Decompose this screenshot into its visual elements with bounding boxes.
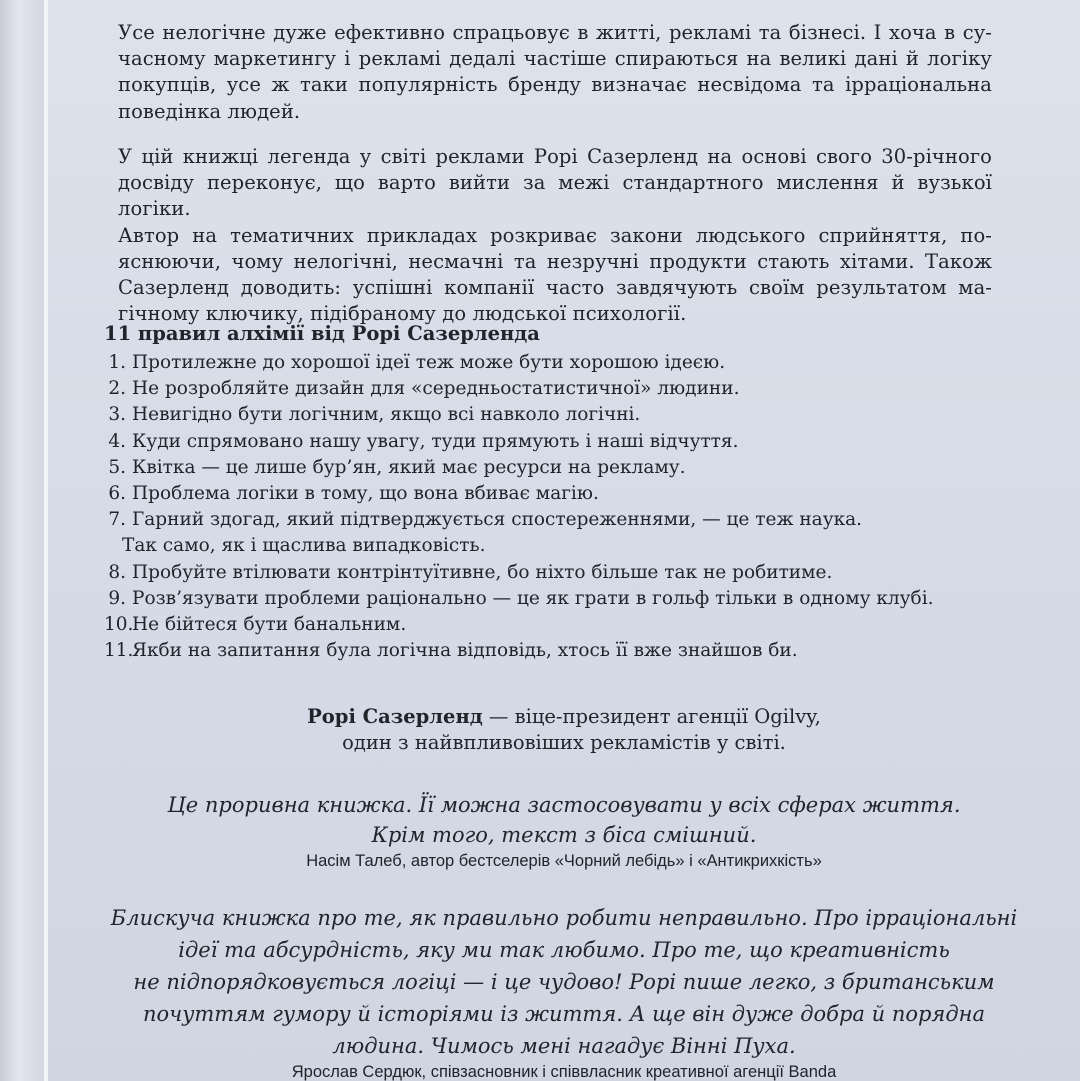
rule-item [104, 455, 934, 481]
rule-text: Не бійтеся бути банальним. [132, 614, 407, 636]
quote-attribution: Насім Талеб, автор бестселерів «Чорний лебідь» і «Антикрихкість» [306, 852, 822, 870]
rules-heading: 11 правил алхімії від Рорі Сазерленда [104, 322, 540, 345]
rule-number: 1. [108, 352, 126, 373]
author-role: — віце-президент агенції Ogilvy, [482, 705, 821, 728]
author-line-2: один з найвпливовіших рекламістів у світі. [342, 731, 786, 754]
rule-number: 7. [108, 509, 126, 531]
rule-text: Не розробляйте дизайн для «середньостатистичної» людини. [132, 378, 740, 400]
rule-number: 3. [108, 404, 126, 426]
quote-line: почуттям гумору й історіями із життя. А ще він дуже добра й порядна [142, 1002, 985, 1026]
quote-taleb [48, 790, 1080, 872]
text-line: гічному ключику, підібраному до людської психології. [118, 302, 687, 326]
rule-item [104, 638, 934, 664]
text-line: У цій книжці легенда у світі реклами Рорі Сазерленд на основі свого 30-річного [118, 145, 992, 168]
text-line: Сазерленд доводить: успішні компанії часто завдячують своїм результатом ма- [118, 276, 992, 300]
rule-continuation [104, 533, 934, 559]
rule-item [104, 507, 934, 533]
rule-number: 4. [108, 430, 126, 452]
text-line: поведінка людей. [118, 99, 301, 123]
rule-item [104, 586, 934, 612]
rules-list [104, 350, 934, 664]
rule-number: 10. [104, 614, 134, 636]
rule-item [104, 376, 934, 402]
rule-number: 2. [108, 378, 126, 400]
rule-text: Проблема логіки в тому, що вона вбиває магію. [132, 483, 599, 505]
book-spine [0, 0, 46, 1081]
intro-paragraph-2 [118, 144, 992, 327]
text-line: Автор на тематичних прикладах розкриває закони людського сприйняття, по- [118, 223, 992, 247]
author-line-1 [48, 704, 1080, 730]
text-line: Усе нелогічне дуже ефективно спрацьовує в житті, рекламі та бізнесі. І хоча в су- [118, 21, 992, 44]
quote-attribution: Ярослав Сердюк, співзасновник і співвласник креативної агенції Banda [291, 1063, 837, 1081]
rule-text: Гарний здогад, який підтверджується спостереженнями, — це теж наука. [132, 509, 863, 531]
rule-text: Розв’язувати проблеми раціонально — це як грати в гольф тільки в одному клубі. [132, 587, 934, 609]
quote-line: ідеї та абсурдність, яку ми так любимо. Про те, що креативність [178, 938, 950, 962]
author-name: Рорі Сазерленд [307, 705, 483, 728]
quote-line: людина. Чимось мені нагадує Вінні Пуха. [332, 1034, 796, 1058]
text-line: яснюючи, чому нелогічні, несмачні та незручні продукти стають хітами. Також [118, 249, 992, 273]
rule-item [104, 402, 934, 428]
rule-text: Якби на запитання була логічна відповідь, хтось її вже знайшов би. [132, 640, 798, 662]
rule-item [104, 481, 934, 507]
rule-item [104, 429, 934, 455]
rule-number: 6. [108, 483, 126, 505]
rule-text: Квітка — це лише бур’ян, який має ресурси на рекламу. [132, 456, 686, 478]
rule-text: Пробуйте втілювати контрінтуїтивне, бо ніхто більше так не робитиме. [132, 561, 833, 583]
rule-number: 8. [108, 561, 126, 583]
quote-line: Крім того, текст з біса смішний. [371, 823, 757, 847]
text-line: покупців, усе ж таки популярність бренду визначає несвідома та ірраціональна [118, 73, 992, 97]
rule-item [104, 560, 934, 586]
rule-text: Куди спрямовано нашу увагу, туди прямують і наші відчуття. [132, 430, 739, 452]
rule-text: Так само, як і щаслива випадковість. [122, 535, 486, 557]
rule-text: Невигідно бути логічним, якщо всі навколо логічні. [132, 404, 641, 426]
rule-text: Протилежне до хорошої ідеї теж може бути хорошою ідеєю. [132, 352, 726, 373]
intro-paragraph-1 [118, 20, 992, 125]
rule-number: 5. [108, 456, 126, 478]
rule-number: 9. [108, 587, 126, 609]
rule-item [104, 350, 934, 376]
rule-item [104, 612, 934, 638]
quote-serdiuk [48, 902, 1080, 1081]
quote-line: не підпорядковується логіці — і це чудово! Рорі пише легко, з британським [133, 970, 995, 994]
quote-line: Це проривна книжка. Її можна застосовувати у всіх сферах життя. [167, 793, 961, 817]
text-line: часному маркетингу і рекламі дедалі частіше спираються на великі дані й логіку [118, 47, 992, 71]
rule-number: 11. [104, 640, 134, 662]
author-bio [48, 704, 1080, 756]
quote-line: Блискуча книжка про те, як правильно робити неправильно. Про ірраціональні [110, 906, 1018, 930]
text-line: досвіду переконує, що варто вийти за межі стандартного мислення й вузької логіки. [118, 171, 992, 221]
